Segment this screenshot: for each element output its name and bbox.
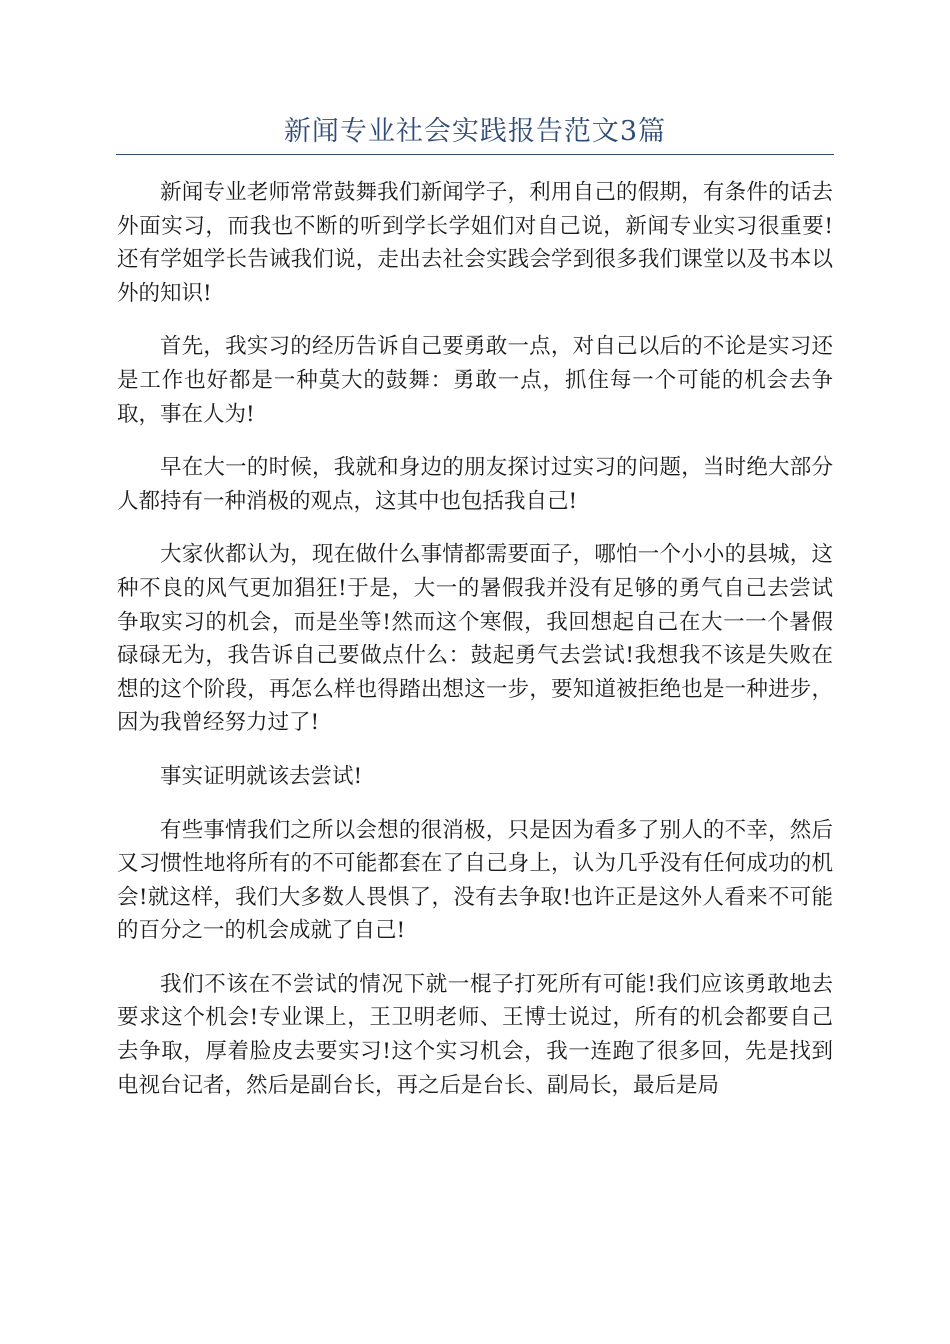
document-title: 新闻专业社会实践报告范文3篇 — [283, 116, 667, 147]
paragraph-2: 首先，我实习的经历告诉自己要勇敢一点，对自己以后的不论是实习还是工作也好都是一种莫大的鼓舞：勇敢一点，抓住每一个可能的机会去争取，事在人为! — [117, 334, 833, 427]
paragraph-7: 我们不该在不尝试的情况下就一棍子打死所有可能!我们应该勇敢地去要求这个机会!专业课上，王卫明老师、王博士说过，所有的机会都要自己去争取，厚着脸皮去要实习!这个实习机会，我一连跑了很多回，先是找到电视台记者，然后是副台长，再之后是台长、副局长，最后是局 — [117, 971, 833, 1098]
title-underline — [116, 154, 834, 155]
paragraph-1: 新闻专业老师常常鼓舞我们新闻学子，利用自己的假期，有条件的话去外面实习，而我也不断的听到学长学姐们对自己说，新闻专业实习很重要!还有学姐学长告诫我们说，走出去社会实践会学到很多我们课堂以及书本以外的知识! — [117, 180, 833, 306]
paragraph-4: 大家伙都认为，现在做什么事情都需要面子，哪怕一个小小的县城，这种不良的风气更加猖狂!于是，大一的暑假我并没有足够的勇气自己去尝试争取实习的机会，而是坐等!然而这个寒假，我回想起自己在大一一个暑假碌碌无为，我告诉自己要做点什么：鼓起勇气去尝试!我想我不该是失败在想的这个阶段，再怎么样也得踏出想这一步，要知道被拒绝也是一种进步，因为我曾经努力过了! — [117, 542, 833, 736]
document-body — [117, 176, 833, 1122]
paragraph-3: 早在大一的时候，我就和身边的朋友探讨过实习的问题，当时绝大部分人都持有一种消极的观点，这其中也包括我自己! — [117, 455, 833, 514]
paragraph-5: 事实证明就该去尝试! — [160, 763, 363, 789]
paragraph-6: 有些事情我们之所以会想的很消极，只是因为看多了别人的不幸，然后又习惯性地将所有的不可能都套在了自己身上，认为几乎没有任何成功的机会!就这样，我们大多数人畏惧了，没有去争取!也许正是这外人看来不可能的百分之一的机会成就了自己! — [117, 817, 833, 944]
